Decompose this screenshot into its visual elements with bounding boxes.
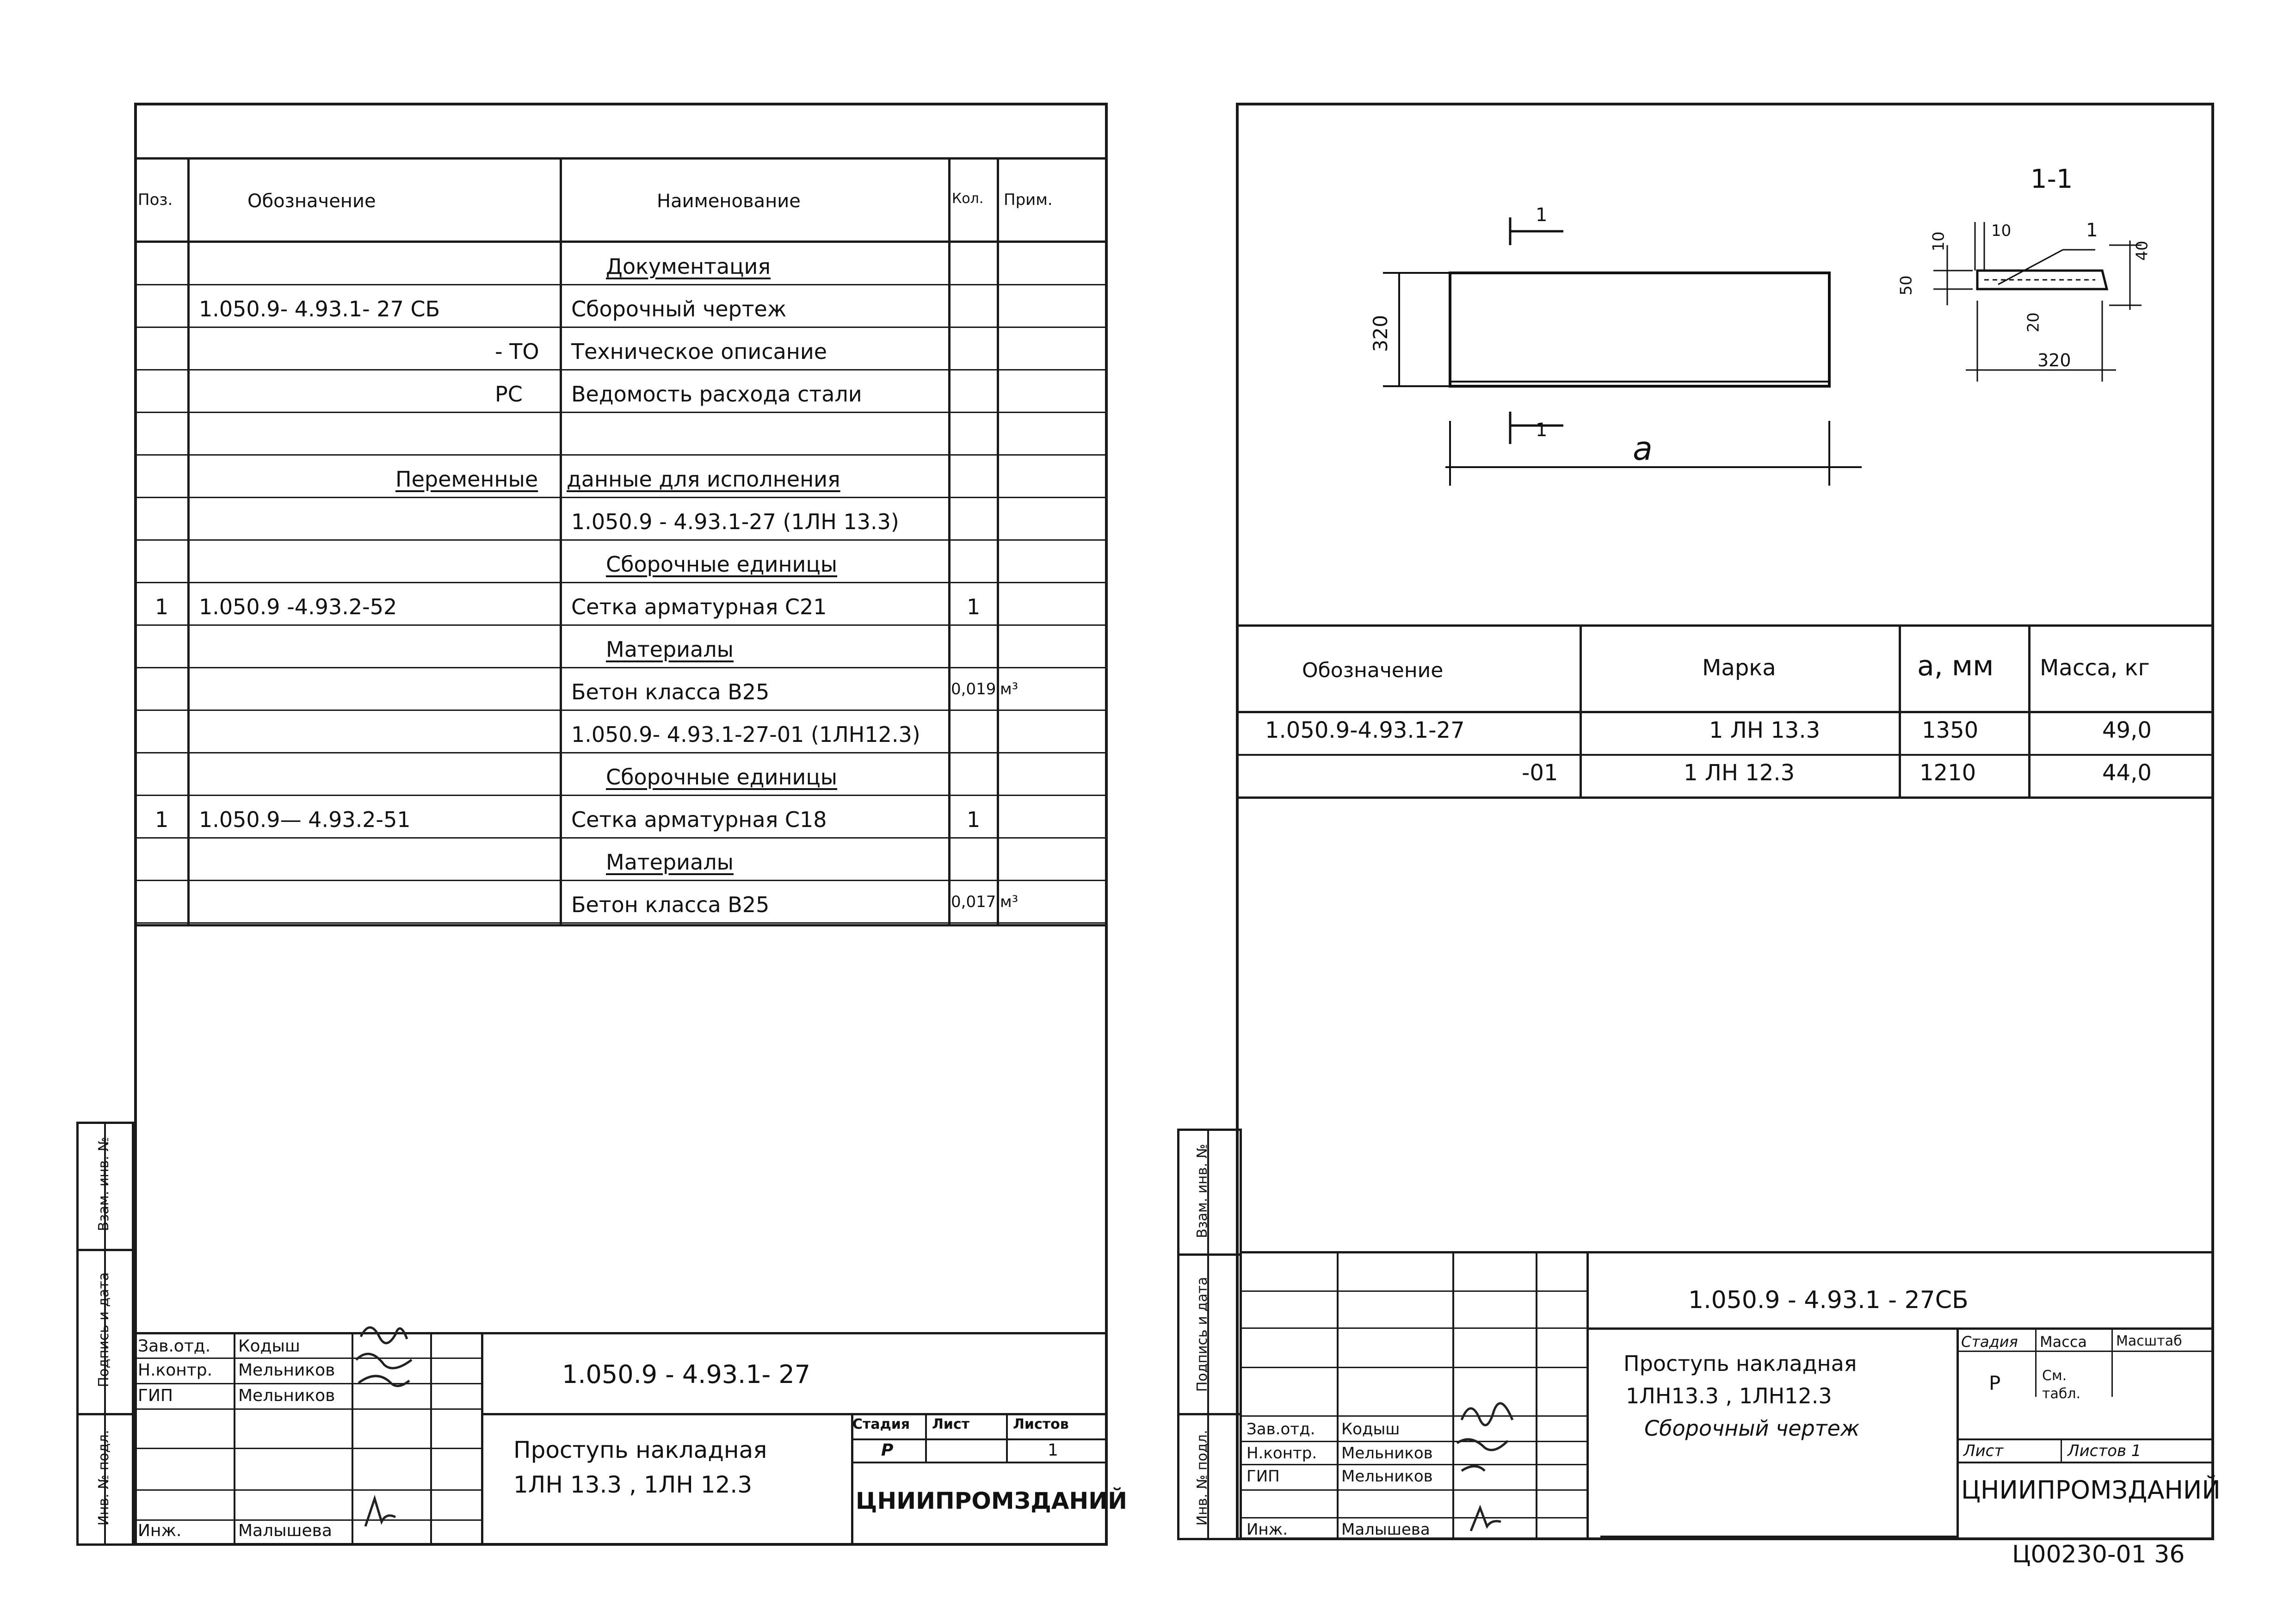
marks-cell: 1350 [1922,717,1979,743]
spec-name: Документация [606,254,771,279]
title-block-name: Мельников [238,1386,335,1405]
cut-label-bottom: 1 [1536,420,1548,441]
title-block-name: Мельников [1341,1444,1433,1463]
spec-name: Ведомость расхода стали [571,382,862,407]
spec-note: м³ [1000,680,1018,698]
spec-name: Материалы [606,850,734,875]
title-block-role: ГИП [1247,1467,1280,1486]
spec-name: Бетон класса В25 [571,679,770,704]
header-designation: Обозначение [247,191,376,212]
spec-designation: 1.050.9 -4.93.2-52 [199,594,397,619]
spec-name: Сетка арматурная С21 [571,594,827,619]
left-stage: Р [881,1441,894,1460]
spec-name: 1.050.9 - 4.93.1-27 (1ЛН 13.3) [571,509,899,534]
right-stage: Р [1989,1372,2001,1395]
spec-name: Бетон класса В25 [571,892,770,917]
right-stamp-2: Подпись и дата [1194,1277,1210,1392]
right-stamp-1: Инв. № подл. [1194,1430,1210,1526]
marks-cell: 1 ЛН 13.3 [1709,717,1821,743]
marks-header-1: Обозначение [1302,659,1444,682]
title-block-name: Мельников [238,1361,335,1380]
spec-qty: 0,017 [951,893,996,911]
spec-pos: 1 [155,594,169,619]
title-block-name: Малышева [1341,1520,1430,1539]
right-title-3: Сборочный чертеж [1644,1416,1860,1441]
spec-name: Техническое описание [571,339,827,364]
right-mass-label: Масса [2040,1333,2087,1351]
spec-qty: 1 [967,807,981,832]
dim-mark1: 1 [2086,220,2098,241]
spec-designation: - ТО [495,339,539,364]
marks-cell: 1210 [1920,760,1976,786]
title-block-role: Инж. [1247,1520,1288,1539]
spec-name: Сборочные единицы [606,552,838,577]
title-block-role: Н.контр. [1247,1444,1317,1463]
dim-height: 320 [1369,315,1392,352]
title-block-role: Зав.отд. [1247,1420,1315,1438]
dim-20: 20 [2024,312,2043,333]
title-block-role: Зав.отд. [138,1337,211,1356]
left-org: ЦНИИПРОМЗДАНИЙ [856,1487,1127,1514]
header-pos: Поз. [138,191,173,209]
dim-320: 320 [2037,350,2071,370]
dim-40: 40 [2133,241,2152,261]
left-stamp-3: Взам. инв. № [96,1137,112,1231]
dim-10a: 10 [1929,231,1948,252]
dim-50: 50 [1897,275,1916,296]
spec-name: 1.050.9- 4.93.1-27-01 (1ЛН12.3) [571,722,920,747]
dim-10b: 10 [1991,222,2012,240]
title-block-name: Кодыш [1341,1420,1400,1438]
section-label: 1-1 [2031,164,2073,194]
right-sheet-label: Лист [1963,1442,2004,1460]
left-stamp-2: Подпись и дата [96,1272,112,1388]
spec-name: Сборочные единицы [606,765,838,790]
left-title-1: Проступь накладная [513,1437,767,1463]
spec-qty: 1 [967,594,981,619]
right-signatures [1452,1378,1545,1540]
right-scale-label: Масштаб [2116,1333,2182,1349]
title-block-role: ГИП [138,1386,173,1405]
left-sheet-label: Лист [932,1416,970,1432]
spec-designation: 1.050.9— 4.93.2-51 [199,807,411,832]
right-mass: См. табл. [2042,1368,2081,1402]
marks-header-2: Марка [1702,655,1776,681]
left-code: 1.050.9 - 4.93.1- 27 [562,1360,811,1389]
header-note: Прим. [1004,191,1053,209]
marks-header-3: a, мм [1917,650,1994,682]
marks-cell: -01 [1522,760,1558,786]
header-name: Наименование [657,191,801,212]
spec-designation: Переменные [395,467,538,492]
marks-header-4: Масса, кг [2040,655,2150,681]
header-qty: Кол. [952,191,984,207]
right-org: ЦНИИПРОМЗДАНИЙ [1961,1475,2221,1505]
marks-cell: 1.050.9-4.93.1-27 [1265,717,1465,743]
left-stamp-1: Инв. № подл. [96,1430,112,1526]
right-sheets-label: Листов 1 [2068,1442,2142,1460]
spec-name: Сборочный чертеж [571,296,787,321]
right-stage-label: Стадия [1961,1333,2018,1351]
marks-cell: 49,0 [2102,717,2152,743]
title-block-name: Кодыш [238,1337,300,1356]
title-block-name: Малышева [238,1521,332,1540]
right-title-2: 1ЛН13.3 , 1ЛН12.3 [1626,1383,1832,1408]
right-title-1: Проступь накладная [1623,1351,1857,1376]
title-block-role: Инж. [138,1521,182,1540]
left-sheets: 1 [1048,1441,1058,1460]
dim-length: a [1633,430,1653,468]
right-code: 1.050.9 - 4.93.1 - 27СБ [1688,1286,1969,1314]
spec-name: Сетка арматурная С18 [571,807,827,832]
spec-qty: 0,019 [951,680,996,698]
spec-pos: 1 [155,807,169,832]
left-title-2: 1ЛН 13.3 , 1ЛН 12.3 [513,1471,753,1498]
spec-designation: 1.050.9- 4.93.1- 27 СБ [199,296,440,321]
spec-name: данные для исполнения [567,467,840,492]
cut-label-top: 1 [1536,204,1548,226]
left-sheets-label: Листов [1013,1416,1069,1432]
spec-designation: РС [495,382,523,407]
title-block-name: Мельников [1341,1467,1433,1486]
right-stamp-3: Взам. инв. № [1194,1144,1210,1238]
marks-cell: 1 ЛН 12.3 [1684,760,1795,786]
archive-number: Ц00230-01 36 [2012,1541,2185,1568]
spec-note: м³ [1000,893,1018,911]
title-block-role: Н.контр. [138,1361,213,1380]
plate-rect [1450,273,1829,386]
spec-name: Материалы [606,637,734,662]
marks-cell: 44,0 [2102,760,2152,786]
left-signatures [352,1309,458,1540]
left-stage-label: Стадия [852,1416,910,1432]
